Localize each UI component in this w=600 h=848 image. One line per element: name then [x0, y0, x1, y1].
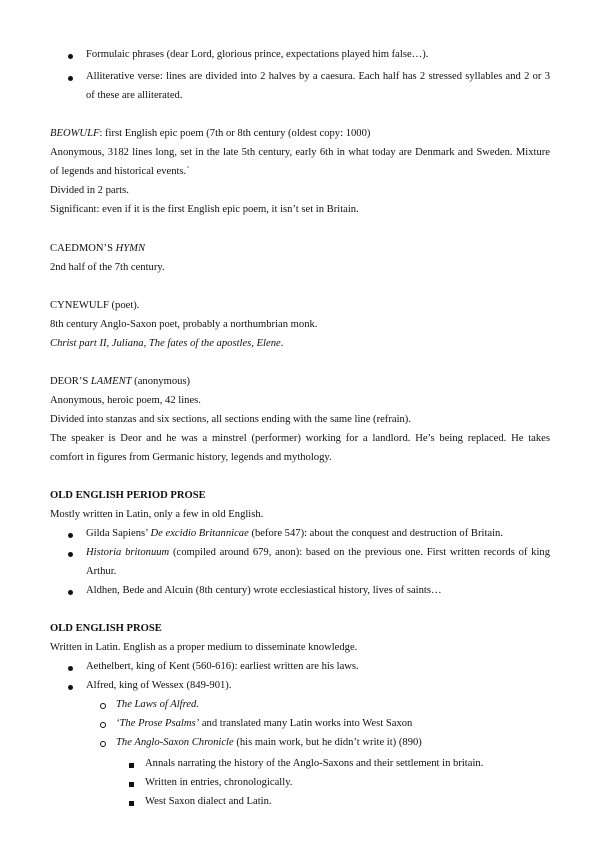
- beowulf-line2: of legends and historical events.´: [50, 166, 190, 177]
- prose-bullet-aethelbert: Aethelbert, king of Kent (560-616): earliest written are his laws.: [86, 661, 359, 672]
- bullet-disc-icon: [68, 50, 73, 64]
- bullet-square-icon: [129, 778, 134, 792]
- cynewulf-works-end: .: [280, 338, 284, 349]
- beowulf-title-rest: : first English epic poem (7th or 8th century (oldest copy: 1000): [99, 128, 371, 139]
- alfred-sub-laws: The Laws of Alfred.: [116, 699, 199, 710]
- historia-work: Historia britonuum: [86, 547, 170, 558]
- bullet-disc-icon: [68, 662, 73, 676]
- chronicle-item-entries: Written in entries, chronologically.: [145, 777, 293, 788]
- deor-line2: Divided into stanzas and six sections, all sections ending with the same line (refrain).: [50, 414, 411, 425]
- period-prose-bullet-historia-line2: Arthur.: [86, 566, 117, 577]
- deor-line3: The speaker is Deor and he was a minstrel (performer) working for a landlord. He’s being replaced. He takes: [50, 433, 550, 444]
- beowulf-title: BEOWULF: [50, 128, 100, 139]
- bullet-square-icon: [129, 759, 134, 773]
- chronicle-item-dialect: West Saxon dialect and Latin.: [145, 796, 272, 807]
- deor-title-b: LAMENT: [90, 376, 132, 387]
- alfred-sub-chronicle: [116, 736, 422, 750]
- period-prose-intro: Mostly written in Latin, only a few in old English.: [50, 509, 264, 520]
- cynewulf-line1: 8th century Anglo-Saxon poet, probably a northumbrian monk.: [50, 319, 318, 330]
- prose-bullet-alfred: Alfred, king of Wessex (849-901).: [86, 680, 232, 691]
- period-prose-bullet-aldhen: Aldhen, Bede and Alcuin (8th century) wrote ecclesiastical history, lives of saints…: [86, 585, 442, 596]
- bullet-alliterative-line1: Alliterative verse: lines are divided into 2 halves by a caesura. Each half has 2 stressed syllables and 2 or 3: [86, 71, 550, 82]
- gilda-author: Gilda Sapiens’: [86, 528, 151, 539]
- deor-title-c: (anonymous): [131, 376, 191, 387]
- caedmon-line1: 2nd half of the 7th century.: [50, 262, 165, 273]
- deor-line4: comfort in figures from Germanic history, legends and mythology.: [50, 452, 332, 463]
- deor-line1: Anonymous, heroic poem, 42 lines.: [50, 395, 201, 406]
- cynewulf-works: Christ part II, Juliana, The fates of the apostles, Elene: [50, 338, 281, 349]
- historia-desc: (compiled around 679, anon): based on the previous one. First written records of king: [169, 547, 550, 558]
- caedmon-title-a: CAEDMON’S: [50, 243, 116, 254]
- period-prose-heading: OLD ENGLISH PERIOD PROSE: [50, 490, 206, 501]
- caedmon-title: [50, 242, 145, 256]
- prose-heading: OLD ENGLISH PROSE: [50, 623, 162, 634]
- chronicle-item-annals: Annals narrating the history of the Anglo-Saxons and their settlement in britain.: [145, 758, 484, 769]
- bullet-disc-icon: [68, 72, 73, 86]
- bullet-circle-icon: [100, 738, 106, 752]
- beowulf-title-line: [50, 127, 370, 141]
- prose-intro: Written in Latin. English as a proper medium to disseminate knowledge.: [50, 642, 358, 653]
- bullet-circle-icon: [100, 700, 106, 714]
- gilda-work: De excidio Britannicae: [150, 528, 249, 539]
- period-prose-bullet-gilda: [86, 527, 503, 541]
- bullet-disc-icon: [68, 529, 73, 543]
- bullet-square-icon: [129, 797, 134, 811]
- chronicle-desc: (his main work, but he didn’t write it) (890): [233, 737, 422, 748]
- bullet-disc-icon: [68, 586, 73, 600]
- bullet-disc-icon: [68, 548, 73, 562]
- caedmon-title-b: HYMN: [115, 243, 146, 254]
- bullet-alliterative-line2: of these are alliterated.: [86, 90, 183, 101]
- beowulf-line1: Anonymous, 3182 lines long, set in the late 5th century, early 6th in what today are Denmark and Sweden. Mixture: [50, 147, 550, 158]
- beowulf-line3: Divided in 2 parts.: [50, 185, 129, 196]
- psalms-title: ‘The Prose Psalms’: [116, 718, 200, 729]
- period-prose-bullet-historia: [86, 546, 550, 560]
- alfred-sub-psalms: [116, 717, 412, 731]
- psalms-desc: and translated many Latin works into West Saxon: [199, 718, 413, 729]
- deor-title-a: DEOR’S: [50, 376, 91, 387]
- deor-title: [50, 375, 190, 389]
- cynewulf-works-line: [50, 337, 283, 351]
- bullet-circle-icon: [100, 719, 106, 733]
- chronicle-title: The Anglo-Saxon Chronicle: [116, 737, 234, 748]
- beowulf-line4: Significant: even if it is the first English epic poem, it isn’t set in Britain.: [50, 204, 359, 215]
- cynewulf-title: CYNEWULF (poet).: [50, 300, 140, 311]
- bullet-formulaic: Formulaic phrases (dear Lord, glorious prince, expectations played him false…).: [86, 49, 429, 60]
- bullet-disc-icon: [68, 681, 73, 695]
- gilda-desc: (before 547): about the conquest and destruction of Britain.: [248, 528, 503, 539]
